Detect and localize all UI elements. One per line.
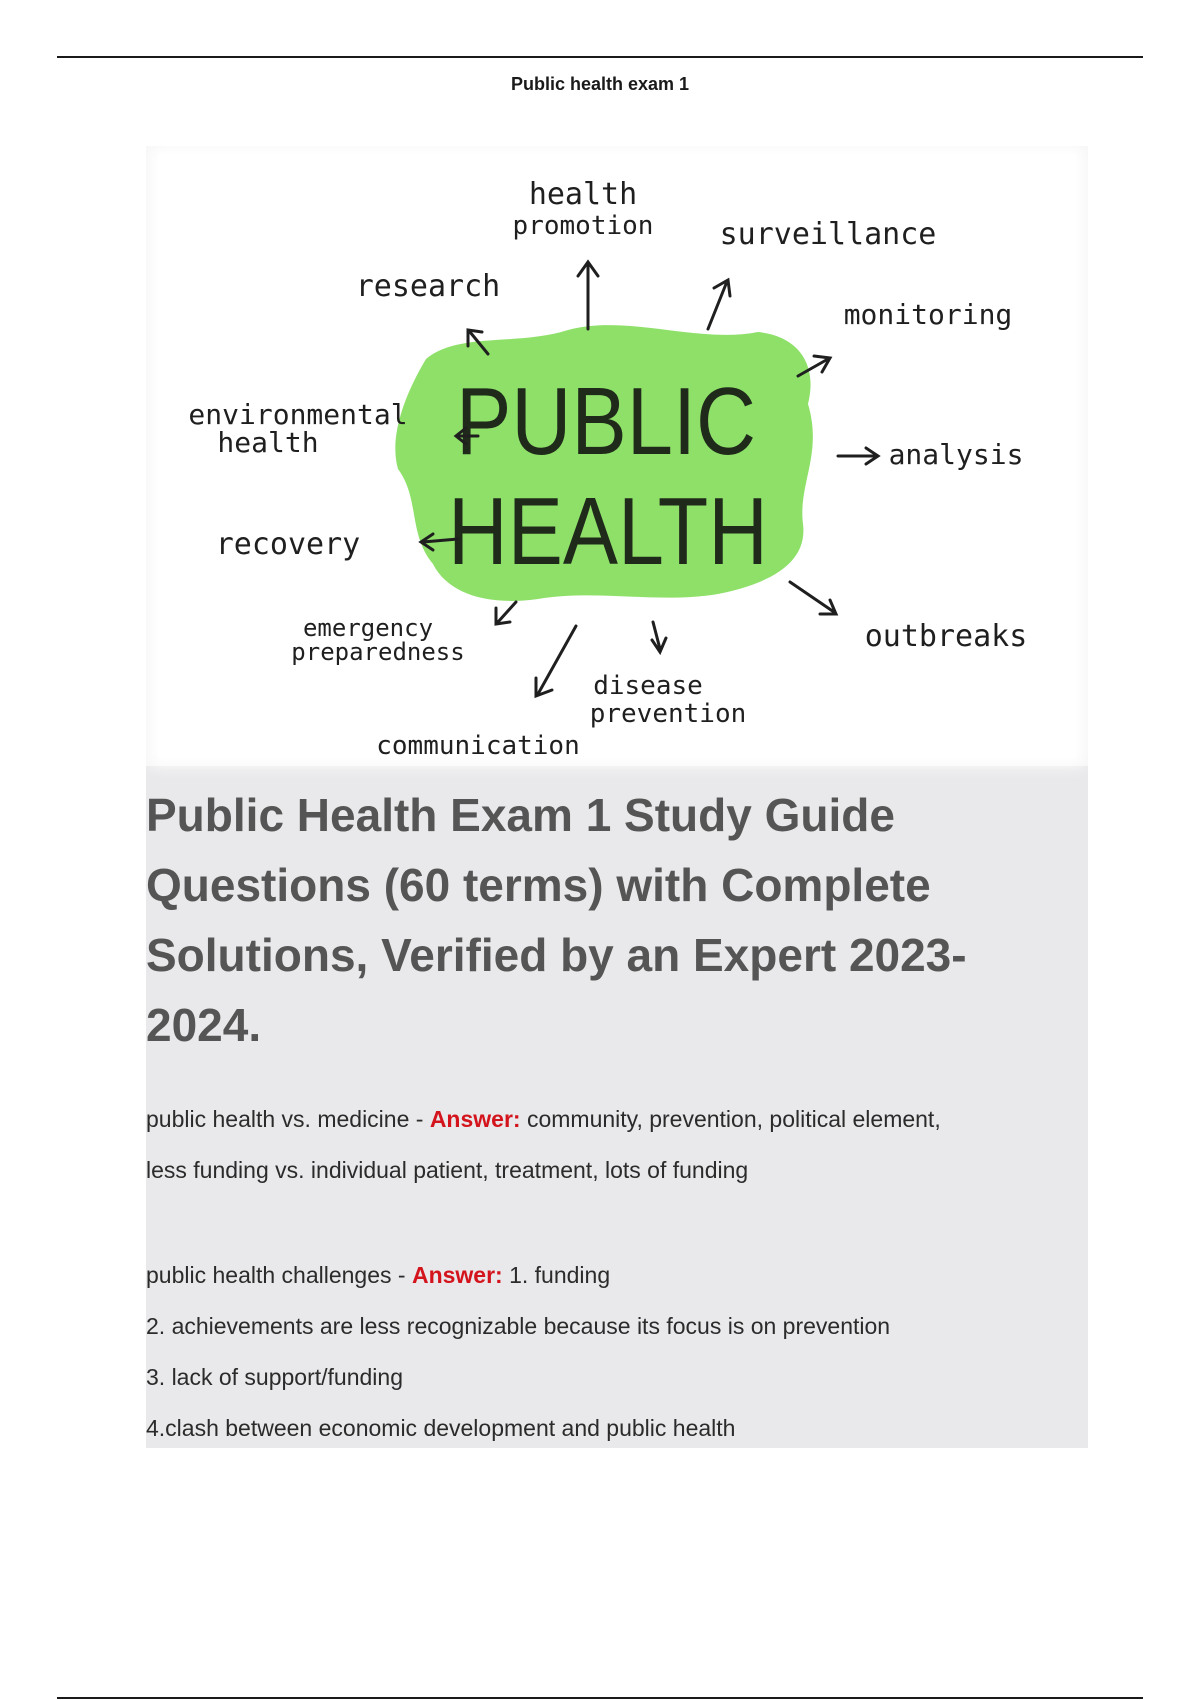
qa-term: public health vs. medicine - [146,1106,430,1132]
qa-item-1 [146,1094,1088,1196]
document-title: Public Health Exam 1 Study Guide Questions (60 terms) with Complete Solutions, Verified by an Expert 2023-2024. [146,789,967,1051]
qa-answer-line: 4.clash between economic development and public health [146,1415,736,1441]
label-surveillance: surveillance [719,217,937,252]
label-communication: communication [376,731,580,758]
qa-line [146,1094,1088,1145]
label-health-promotion-2: promotion [512,211,654,241]
public-health-mindmap-drawing [158,154,1076,758]
qa-answer: community, prevention, political element, [520,1106,941,1132]
label-monitoring: monitoring [843,298,1013,331]
page-header-title: Public health exam 1 [510,74,690,94]
qa-line [146,1250,1088,1301]
qa-answer: 1. funding [502,1262,611,1288]
footer-rule [57,1697,1143,1699]
public-health-illustration [146,146,1088,766]
label-analysis: analysis [888,438,1024,471]
answer-label: Answer: [429,1106,521,1132]
label-health-promotion-1: health [528,177,638,212]
header-rule [57,56,1143,58]
answer-label: Answer: [411,1262,503,1288]
center-text-health: HEALTH [448,478,768,585]
label-disease-1: disease [593,671,703,701]
arrow-right-analysis [838,448,878,464]
qa-answer-line: 3. lack of support/funding [146,1364,403,1390]
qa-term: public health challenges - [146,1262,412,1288]
label-research: research [355,269,501,304]
qa-item-2 [146,1250,1088,1454]
arrow-down-right [790,582,836,614]
center-text-public: PUBLIC [456,368,756,475]
label-environmental-1: environmental [188,398,408,431]
label-environmental-2: health [217,426,319,459]
arrow-down-left [496,602,516,624]
arrow-down [652,622,666,652]
label-emergency-1: emergency [302,614,434,642]
illustration-canvas [158,154,1076,758]
qa-answer-line: less funding vs. individual patient, treatment, lots of funding [146,1157,749,1183]
arrow-up-right [708,280,730,329]
arrow-down-left-long [536,626,576,696]
label-recovery: recovery [215,527,361,562]
label-disease-2: prevention [589,699,747,729]
arrow-up [578,262,598,329]
label-emergency-2: preparedness [291,638,465,666]
qa-answer-line: 2. achievements are less recognizable because its focus is on prevention [146,1313,891,1339]
label-outbreaks: outbreaks [864,619,1028,654]
